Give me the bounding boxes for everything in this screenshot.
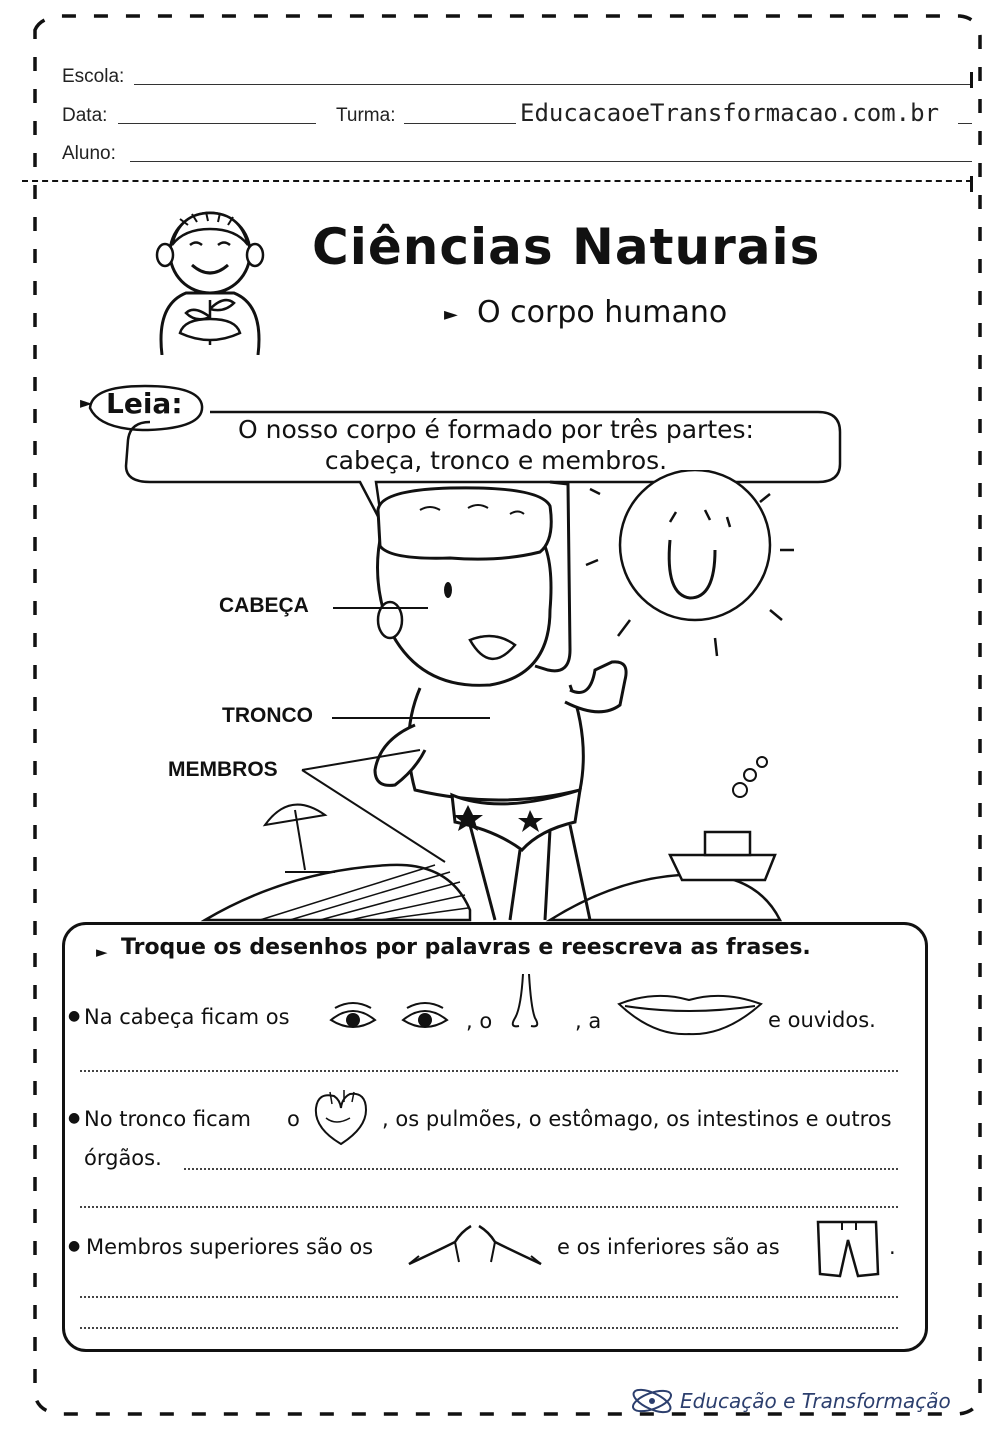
- footer-brand: Educação e Transformação: [680, 1389, 951, 1413]
- tronco-pointer-line: [332, 717, 490, 719]
- sentence-1-part-b: , o: [466, 1009, 493, 1033]
- turma-label: Turma:: [336, 105, 396, 126]
- leia-arrow-icon: ►: [80, 393, 93, 412]
- cabeca-pointer-line: [333, 607, 428, 609]
- data-label: Data:: [62, 105, 108, 126]
- site-url: EducacaoeTransformacao.com.br: [520, 99, 940, 127]
- answer-line-3b[interactable]: [80, 1327, 898, 1329]
- sentence-3-part-a: Membros superiores são os: [86, 1235, 374, 1259]
- leia-label: Leia:: [106, 387, 183, 420]
- sentence-1-part-a: Na cabeça ficam os: [84, 1005, 290, 1029]
- sentence-3-part-c: .: [889, 1235, 896, 1259]
- label-tronco: TRONCO: [222, 704, 313, 727]
- boy-at-beach-illustration: [150, 470, 830, 925]
- sentence-2-part-a: No tronco ficam: [84, 1107, 251, 1131]
- aluno-field[interactable]: [130, 161, 972, 162]
- turma-field-end: [958, 123, 972, 124]
- arms-icon: [405, 1222, 545, 1274]
- answer-line-2a[interactable]: [184, 1168, 898, 1170]
- sentence-2-part-b: o: [287, 1107, 300, 1131]
- bullet-3: ●: [68, 1238, 81, 1254]
- answer-line-2b[interactable]: [80, 1206, 898, 1208]
- turma-field[interactable]: [404, 123, 516, 124]
- page-title: Ciências Naturais: [312, 218, 821, 276]
- reading-line-1: O nosso corpo é formado por três partes:: [238, 415, 754, 444]
- page-subtitle: O corpo humano: [477, 295, 728, 330]
- header-divider-tick: [970, 176, 973, 192]
- bullet-1: ●: [68, 1008, 81, 1024]
- reading-text: [196, 414, 796, 476]
- sentence-2-part-c: , os pulmões, o estômago, os intestinos e outros: [382, 1107, 892, 1131]
- instruction-arrow-icon: ►: [96, 943, 108, 961]
- membros-pointer-lines: [300, 730, 460, 870]
- sentence-1-part-d: e ouvidos.: [768, 1008, 876, 1032]
- footer-logo-icon: [628, 1383, 676, 1419]
- exercise-box: [62, 922, 928, 1352]
- exercise-instruction: Troque os desenhos por palavras e reescreva as frases.: [121, 935, 811, 960]
- legs-icon: [812, 1218, 884, 1280]
- escola-label: Escola:: [62, 66, 125, 87]
- bullet-2: ●: [68, 1110, 81, 1126]
- label-cabeca: CABEÇA: [219, 594, 309, 617]
- reading-line-2: cabeça, tronco e membros.: [324, 446, 668, 475]
- boy-with-plant-icon: [140, 205, 270, 355]
- sentence-3-part-b: e os inferiores são as: [557, 1235, 780, 1259]
- answer-line-3a[interactable]: [80, 1296, 898, 1298]
- data-field[interactable]: [118, 123, 316, 124]
- eyes-icon: [325, 1000, 455, 1036]
- nose-icon: [505, 972, 545, 1034]
- aluno-label: Aluno:: [62, 143, 116, 164]
- mouth-icon: [615, 990, 765, 1038]
- escola-tick: [970, 72, 973, 88]
- escola-field[interactable]: [134, 84, 972, 85]
- label-membros: MEMBROS: [168, 758, 278, 781]
- subtitle-arrow-icon: ►: [444, 304, 458, 325]
- header-divider: [22, 180, 972, 182]
- heart-icon: [308, 1088, 374, 1148]
- sentence-2-part-d: órgãos.: [84, 1146, 162, 1170]
- sentence-1-part-c: , a: [575, 1009, 602, 1033]
- answer-line-1[interactable]: [80, 1070, 898, 1072]
